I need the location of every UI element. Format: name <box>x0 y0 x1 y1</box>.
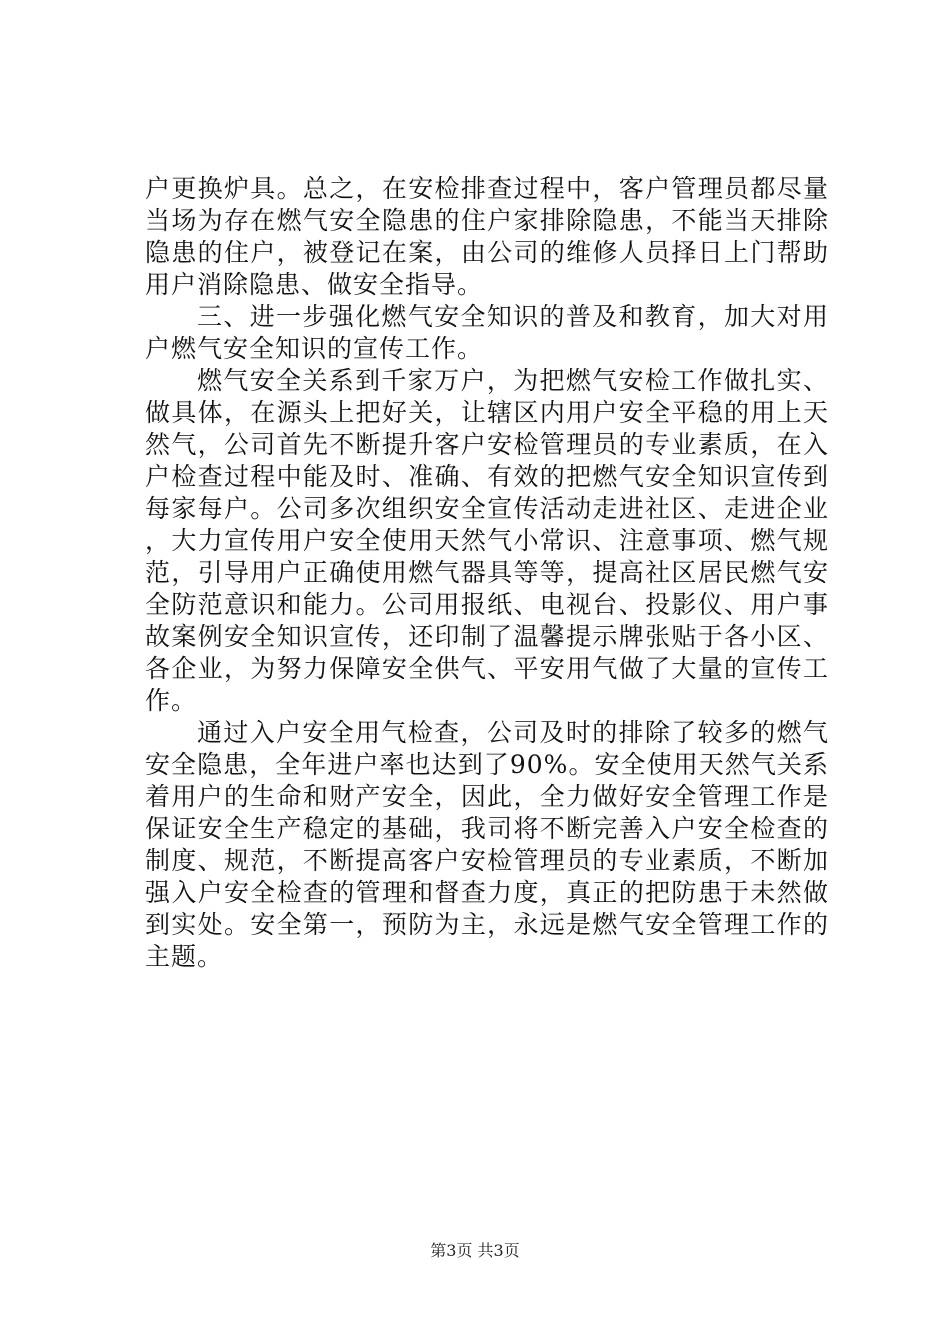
paragraph-conclusion: 通过入户安全用气检查，公司及时的排除了较多的燃气安全隐患，全年进户率也达到了90%。安全使用天然气关系着用户的生命和财产安全，因此，全力做好安全管理工作是保证安全生产稳定的基础，我司将不断完善入户安全检查的制度、规范，不断提高客户安检管理员的专业素质，不断加强入户安全检查的管理和督查力度，真正的把防患于未然做到实处。安全第一，预防为主，永远是燃气安全管理工作的主题。 <box>145 718 829 971</box>
section-heading-three: 三、进一步强化燃气安全知识的普及和教育，加大对用户燃气安全知识的宣传工作。 <box>145 302 829 363</box>
paragraph-safety-education: 燃气安全关系到千家万户，为把燃气安检工作做扎实、做具体，在源头上把好关，让辖区内用户安全平稳的用上天然气，公司首先不断提升客户安检管理员的专业素质，在入户检查过程中能及时、准确、有效的把燃气安全知识宣传到每家每户。公司多次组织安全宣传活动走进社区、走进企业，大力宣传用户安全使用天然气小常识、注意事项、燃气规范，引导用户正确使用燃气器具等等，提高社区居民燃气安全防范意识和能力。公司用报纸、电视台、投影仪、用户事故案例安全知识宣传，还印制了温馨提示牌张贴于各小区、各企业，为努力保障安全供气、平安用气做了大量的宣传工作。 <box>145 366 829 715</box>
document-body <box>145 173 829 973</box>
page-number-footer: 第3页 共3页 <box>430 1241 520 1260</box>
paragraph-continued: 户更换炉具。总之，在安检排查过程中，客户管理员都尽量当场为存在燃气安全隐患的住户家排除隐患，不能当天排除隐患的住户，被登记在案，由公司的维修人员择日上门帮助用户消除隐患、做安全指导。 <box>145 174 829 299</box>
